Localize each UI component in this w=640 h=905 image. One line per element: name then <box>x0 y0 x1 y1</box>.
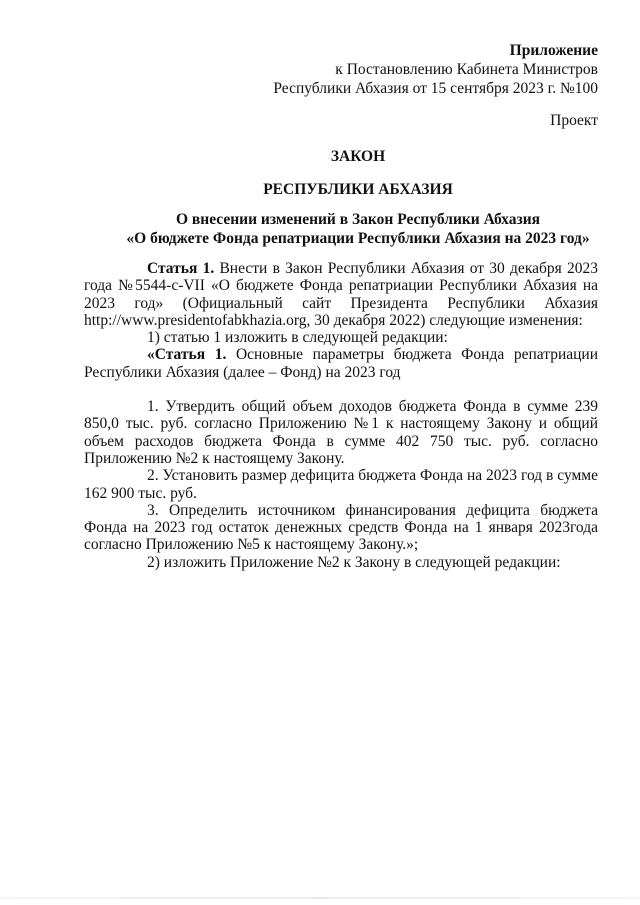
appendix-title: Приложение <box>509 42 598 59</box>
scan-edge <box>0 897 640 899</box>
law-subject-line-2: «О бюджете Фонда репатриации Республики Абхазия на 2023 год» <box>126 230 590 247</box>
article-1-label: Статья 1. <box>147 260 215 277</box>
quoted-article-text: Основные параметры бюджета Фонда репатриации Республики Абхазия (далее – Фонд) на 2023 год <box>84 346 599 381</box>
law-heading: ЗАКОН <box>330 148 386 165</box>
article-1-paragraph <box>84 260 598 329</box>
law-body <box>84 260 598 571</box>
amendment-item-1: 1) статью 1 изложить в следующей редакции: <box>147 329 448 347</box>
amendment-item-2: 2) изложить Приложение №2 к Закону в следующей редакции: <box>147 553 561 571</box>
draft-label: Проект <box>550 112 598 129</box>
law-subject-line-1: О внесении изменений в Закон Республики Абхазия <box>175 211 541 228</box>
appendix-header <box>273 41 598 98</box>
point-3: 3. Определить источником финансирования дефицита бюджета Фонда на 2023 год остаток денежных средств Фонда на 1 января 2023года согласно Приложению №5 к настоящему Закону.»; <box>84 501 598 554</box>
quoted-article-label: «Статья 1. <box>147 346 227 364</box>
article-1-text: Внести в Закон Республики Абхазия от 30 декабря 2023 года №5544-с-VII «О бюджете Фонда репатриации Республики Абхазия на 2023 год» (Официальный сайт Президента Республики Абхазия http://www.presidentofabkhazia.org, 30 декабря 2022) следующие изменения: <box>84 260 599 329</box>
quoted-article-paragraph <box>84 346 598 381</box>
appendix-reference-line-2: Республики Абхазия от 15 сентября 2023 г. №100 <box>273 80 598 97</box>
appendix-reference-line-1: к Постановлению Кабинета Министров <box>335 61 598 78</box>
point-2: 2. Установить размер дефицита бюджета Фонда на 2023 год в сумме 162 900 тыс. руб. <box>84 467 598 502</box>
republic-heading: РЕСПУБЛИКИ АБХАЗИЯ <box>263 181 453 198</box>
point-1: 1. Утвердить общий объем доходов бюджета Фонда в сумме 239 850,0 тыс. руб. согласно Приложению №1 к настоящему Закону и общий объем расходов бюджета Фонда в сумме 402 750 тыс. руб. согласно Приложению №2 к настоящему Закону. <box>84 398 598 467</box>
